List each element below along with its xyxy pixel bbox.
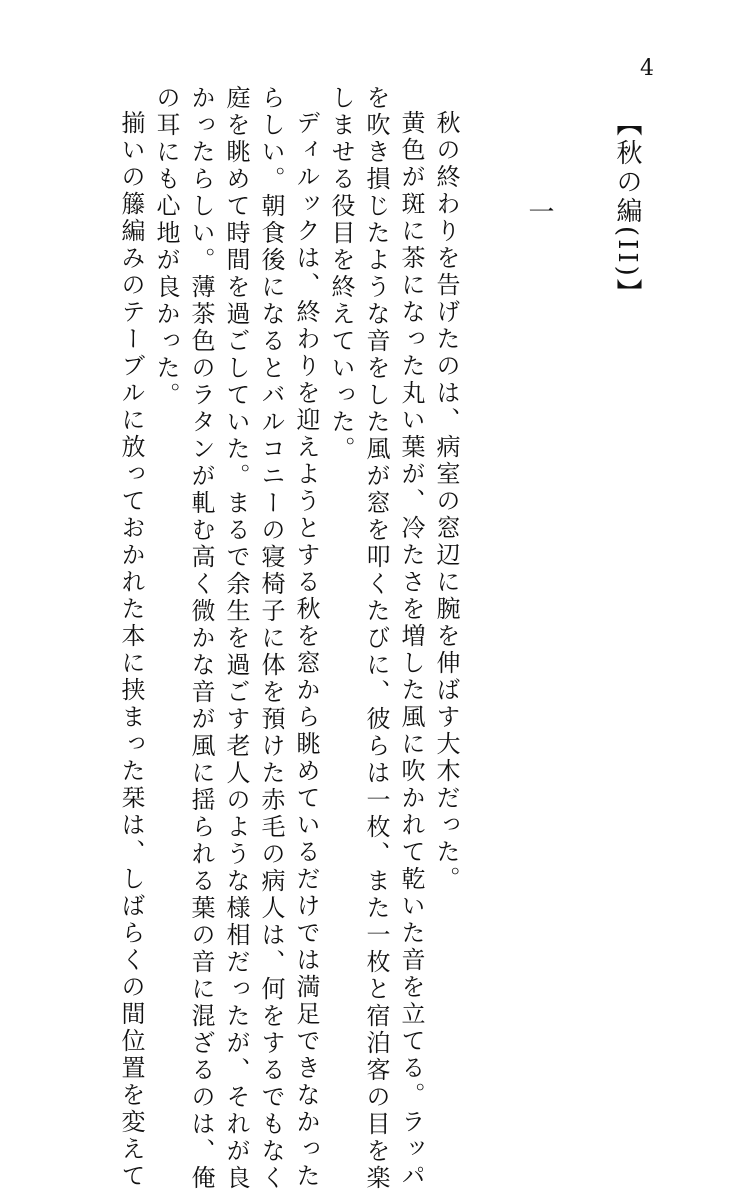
body-column-4: しませる役目を終えていった。 [327,85,355,463]
body-column-6: らしい。朝食後になるとバルコニーの寝椅子に体を預けた赤毛の病人は、何をするでもなく [257,85,285,1192]
body-column-10: 揃いの籐編みのテーブルに放っておかれた本に挟まった栞は、しばらくの間位置を変えて [117,110,145,1190]
body-column-1: 秋の終わりを告げたのは、病室の窓辺に腕を伸ばす大木だった。 [432,110,460,893]
chapter-title: 【秋の編(II)】 [612,110,642,308]
body-column-2: 黄色が斑に茶になった丸い葉が、冷たさを増した風に吹かれて乾いた音を立てる。ラッパ [397,110,425,1190]
body-column-8: かったらしい。薄茶色のラタンが軋む高く微かな音が風に揺られる葉の音に混ざるのは、俺 [187,85,215,1192]
body-column-5: ディルックは、終わりを迎えようとする秋を窓から眺めているだけでは満足できなかった [292,110,320,1190]
page-number: 4 [640,56,654,81]
section-heading: 一 [524,198,554,227]
body-column-9: の耳にも心地が良かった。 [152,85,180,409]
body-column-7: 庭を眺めて時間を過ごしていた。まるで余生を過ごす老人のような様相だったが、それが良 [222,85,250,1192]
body-column-3: を吹き損じたような音をした風が窓を叩くたびに、彼らは一枚、また一枚と宿泊客の目を楽 [362,85,390,1192]
